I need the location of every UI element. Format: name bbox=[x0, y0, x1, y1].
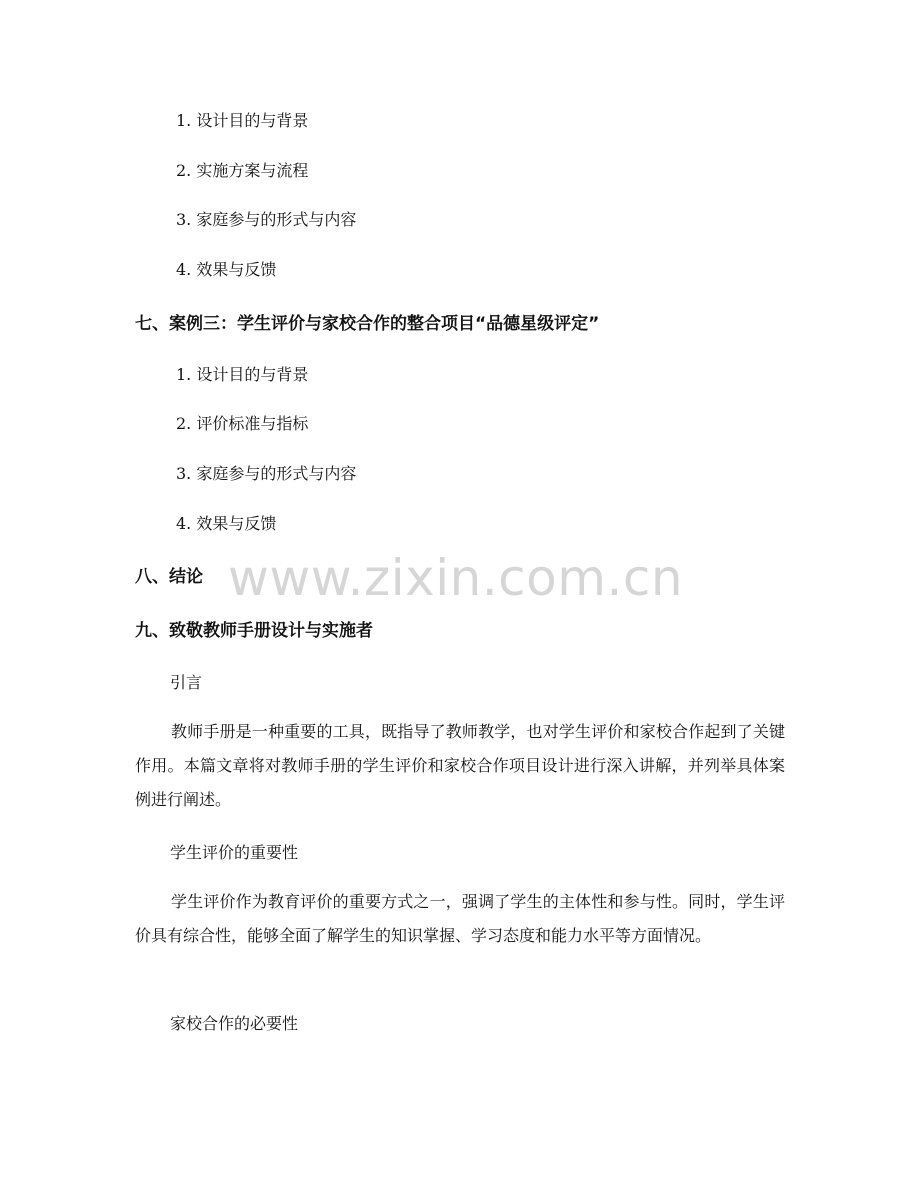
section-heading-8: 八、结论 bbox=[135, 567, 203, 587]
importance-paragraph: 学生评价作为教育评价的重要方式之一，强调了学生的主体性和参与性。同时，学生评价具有综合性，能够全面了解学生的知识掌握、学习态度和能力水平等方面情况。 bbox=[135, 892, 785, 945]
list-a-item-3: 3. 家庭参与的形式与内容 bbox=[176, 210, 357, 229]
section-heading-7: 七、案例三：学生评价与家校合作的整合项目“品德星级评定” bbox=[135, 314, 600, 334]
list-a-item-4: 4. 效果与反馈 bbox=[176, 260, 277, 279]
importance-title: 学生评价的重要性 bbox=[170, 843, 299, 862]
list-a-item-2: 2. 实施方案与流程 bbox=[176, 161, 309, 180]
list-b-item-3: 3. 家庭参与的形式与内容 bbox=[176, 464, 357, 483]
intro-title: 引言 bbox=[170, 673, 203, 692]
section-heading-9: 九、致敬教师手册设计与实施者 bbox=[135, 621, 373, 641]
list-b-item-4: 4. 效果与反馈 bbox=[176, 514, 277, 533]
list-b-item-1: 1. 设计目的与背景 bbox=[176, 365, 309, 384]
list-a-item-1: 1. 设计目的与背景 bbox=[176, 111, 309, 130]
watermark-text: www.zixin.com.cn bbox=[228, 549, 684, 607]
list-b-item-2: 2. 评价标准与指标 bbox=[176, 414, 309, 433]
necessity-title: 家校合作的必要性 bbox=[170, 1014, 299, 1033]
intro-paragraph: 教师手册是一种重要的工具，既指导了教师教学，也对学生评价和家校合作起到了关键作用。本篇文章将对教师手册的学生评价和家校合作项目设计进行深入讲解，并列举具体案例进行阐述。 bbox=[135, 722, 785, 809]
